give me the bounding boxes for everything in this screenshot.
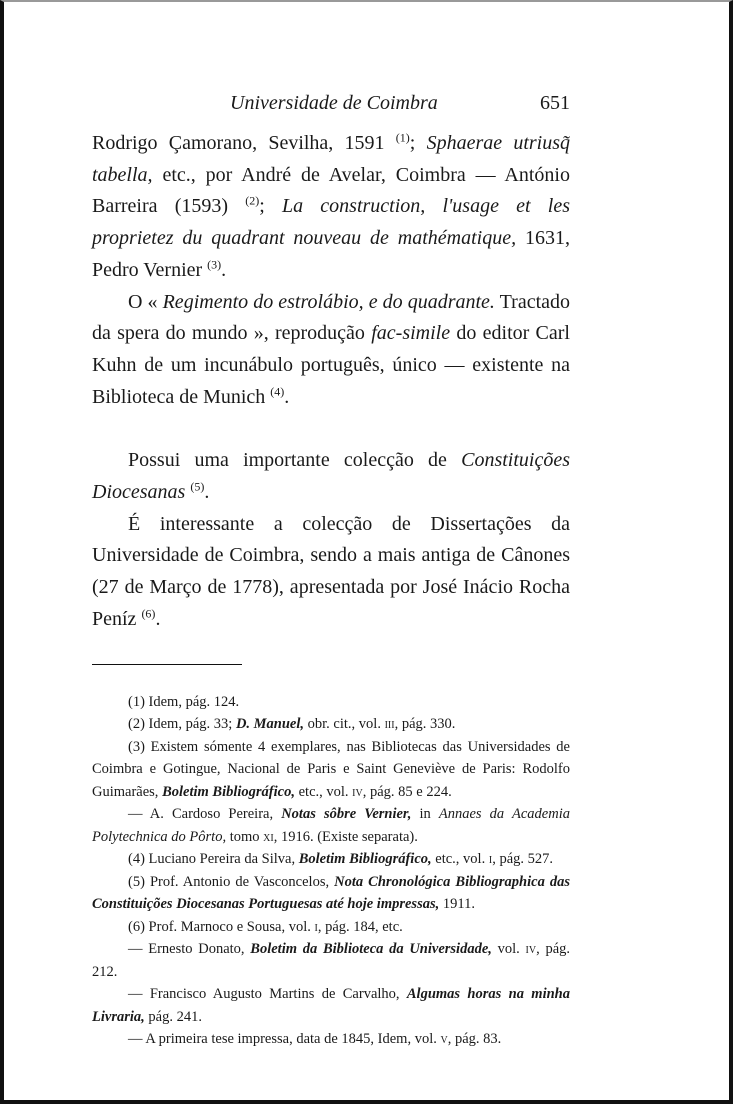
footnote-mark: (6) bbox=[128, 918, 145, 935]
footnote-text: obr. cit., vol. bbox=[304, 716, 385, 733]
footnote-text: — A primeira tese impressa, data de 1845, Idem, vol. bbox=[128, 1031, 441, 1048]
paragraph-2 bbox=[92, 287, 570, 414]
footnote-text: etc., vol. bbox=[431, 851, 489, 868]
footnote-mark: (4) bbox=[128, 851, 145, 868]
volume-numeral: i bbox=[314, 918, 318, 935]
footnote-4 bbox=[92, 848, 570, 871]
text-run: Tractado da spera do mundo », reprodução bbox=[92, 290, 571, 345]
paragraph-1 bbox=[92, 128, 570, 287]
footnote-text: tomo bbox=[226, 828, 264, 845]
footnote-text: , 1916. (Existe separata). bbox=[273, 828, 418, 845]
footnote-1 bbox=[92, 691, 570, 714]
text-run: Possui uma importante colecção de bbox=[128, 449, 462, 472]
footnote-6-continued-1 bbox=[92, 938, 570, 983]
footnote-3-continued bbox=[92, 803, 570, 848]
section-gap bbox=[92, 413, 570, 445]
body-text bbox=[92, 128, 570, 636]
footnote-6-continued-3 bbox=[92, 1028, 570, 1051]
footnote-text: , pág. 212. bbox=[92, 941, 571, 980]
footnote-text: , pág. 527. bbox=[492, 851, 553, 868]
footnote-ref-6: (6) bbox=[141, 606, 156, 621]
footnote-text: vol. bbox=[491, 941, 526, 958]
paragraph-3 bbox=[92, 445, 570, 508]
footnote-text: Idem, pág. 33; bbox=[144, 716, 236, 733]
cited-title: Nota Chronológica Bibliographica das Constituições Diocesanas Portuguesas até hoje impressas, bbox=[92, 873, 570, 913]
footnote-mark: (3) bbox=[128, 738, 145, 755]
text-run: . bbox=[204, 481, 210, 504]
footnote-text: Prof. Marnoco e Sousa, vol. bbox=[144, 918, 315, 935]
footnote-ref-4: (4) bbox=[270, 383, 285, 398]
footnote-6-continued-2 bbox=[92, 983, 570, 1028]
book-page bbox=[92, 92, 570, 1051]
footnote-text: , pág. 85 e 224. bbox=[362, 783, 452, 800]
footnote-text: in bbox=[411, 806, 439, 823]
text-run: etc., por André de Avelar, Coimbra — António Barreira (1593) bbox=[92, 163, 570, 218]
text-run: . bbox=[284, 385, 290, 408]
paragraph-4 bbox=[92, 509, 570, 636]
text-run: do editor Carl Kuhn de um incunábulo português, único — existente na Biblioteca de Munich bbox=[92, 322, 570, 408]
text-run: . bbox=[221, 258, 227, 281]
running-title: Universidade de Coimbra bbox=[230, 92, 438, 114]
text-run: Rodrigo Çamorano, Sevilha, 1591 bbox=[92, 132, 396, 154]
volume-numeral: iii bbox=[384, 716, 395, 733]
text-run: ; bbox=[409, 132, 427, 154]
footnotes bbox=[92, 691, 570, 1051]
title-regimento: Regimento do estrolábio, e do quadrante. bbox=[162, 290, 495, 313]
term-fac-simile: fac-simile bbox=[371, 322, 451, 345]
footnote-text: pág. 241. bbox=[144, 1008, 202, 1025]
volume-numeral: iv bbox=[525, 941, 537, 958]
footnote-6 bbox=[92, 916, 570, 939]
footnote-text: , pág. 83. bbox=[447, 1031, 502, 1048]
cited-title: Boletim Bibliográfico, bbox=[298, 851, 432, 868]
cited-title: Algumas horas na minha Livraria, bbox=[92, 986, 570, 1025]
text-run: 1631, Pedro Vernier bbox=[92, 227, 570, 281]
footnote-mark: (5) bbox=[128, 873, 145, 890]
text-run: É interessante a colecção de Dissertações da Universidade de Coimbra, sendo a mais antiga de Cânones (27 de Março de 1778), apresentada por José Inácio Rocha Peníz bbox=[92, 512, 570, 630]
footnote-ref-3: (3) bbox=[207, 257, 222, 272]
footnote-ref-5: (5) bbox=[190, 479, 205, 494]
volume-numeral: v bbox=[440, 1031, 448, 1048]
footnote-text: Luciano Pereira da Silva, bbox=[144, 851, 299, 868]
footnote-rule bbox=[92, 664, 242, 665]
footnote-5 bbox=[92, 871, 570, 916]
title-la-construction: La construction, l'usage et les proprietez du quadrant nouveau de mathématique, bbox=[92, 195, 570, 250]
footnote-3 bbox=[92, 736, 570, 804]
footnote-text: — Francisco Augusto Martins de Carvalho, bbox=[128, 986, 407, 1003]
cited-title: Boletim da Biblioteca da Universidade, bbox=[250, 941, 492, 958]
cited-title: D. Manuel, bbox=[235, 716, 305, 733]
footnote-text: Prof. Antonio de Vasconcelos, bbox=[144, 873, 335, 890]
volume-numeral: iv bbox=[352, 783, 363, 800]
footnote-text: Idem, pág. 124. bbox=[144, 693, 240, 710]
footnote-text: — A. Cardoso Pereira, bbox=[128, 806, 282, 823]
footnote-text: etc., vol. bbox=[294, 783, 353, 800]
footnote-ref-1: (1) bbox=[395, 130, 410, 145]
footnote-text: Existem sómente 4 exemplares, nas Bibliotecas das Universidades de Coimbra e Gotingue, Nacional de Paris e Saint Geneviève de Paris: Rodolfo Guimarães, bbox=[92, 738, 570, 800]
running-head bbox=[92, 92, 570, 122]
cited-journal: Annaes da Academia Polytechnica do Pôrto, bbox=[92, 806, 570, 845]
cited-title: Notas sôbre Vernier, bbox=[281, 806, 412, 823]
footnote-text: — Ernesto Donato, bbox=[128, 941, 251, 958]
text-run: . bbox=[155, 607, 161, 630]
footnote-mark: (1) bbox=[128, 693, 145, 710]
footnote-text: , pág. 184, etc. bbox=[317, 918, 403, 935]
text-run: O « bbox=[128, 290, 163, 313]
volume-numeral: xi bbox=[263, 828, 274, 845]
cited-title: Boletim Bibliográfico, bbox=[162, 783, 295, 800]
footnote-2 bbox=[92, 713, 570, 736]
title-constituicoes: Constituições Diocesanas bbox=[92, 449, 570, 504]
volume-numeral: i bbox=[488, 851, 493, 868]
footnote-text: 1911. bbox=[439, 896, 475, 913]
page-number: 651 bbox=[540, 92, 570, 114]
text-run: ; bbox=[259, 195, 282, 218]
title-sphaerae: Sphaerae utriusq̃ tabella, bbox=[92, 132, 571, 186]
footnote-text: , pág. 330. bbox=[394, 716, 456, 733]
footnote-mark: (2) bbox=[128, 716, 145, 733]
footnote-ref-2: (2) bbox=[245, 193, 260, 208]
